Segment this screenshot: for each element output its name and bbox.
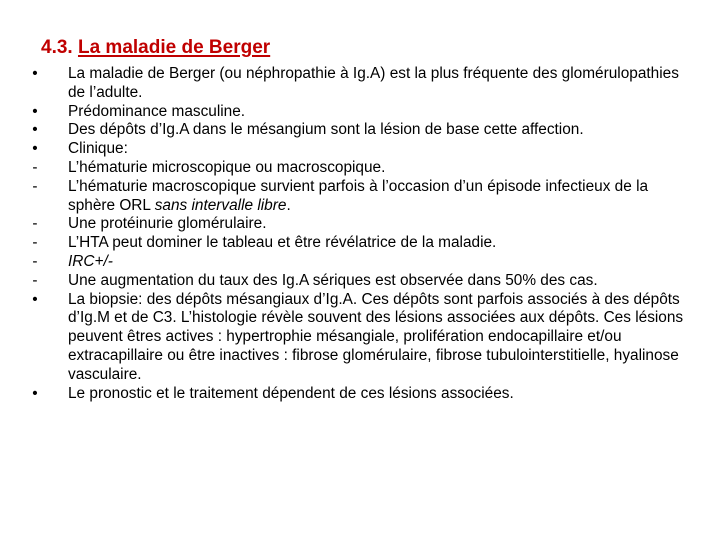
bullet-marker: • bbox=[32, 384, 38, 402]
list-item-text bbox=[68, 234, 698, 253]
list-item bbox=[28, 65, 698, 103]
list-item-main-text: Le pronostic et le traitement dépendent de ces lésions associées. bbox=[68, 384, 514, 402]
list-item bbox=[28, 253, 698, 272]
list-item bbox=[28, 140, 698, 159]
list-item-text bbox=[68, 385, 698, 404]
list-item bbox=[28, 159, 698, 178]
list-item-text bbox=[68, 253, 698, 272]
bullet-marker: • bbox=[32, 140, 38, 158]
dash-marker: - bbox=[32, 252, 38, 270]
list-item bbox=[28, 291, 698, 385]
list-item bbox=[28, 178, 698, 216]
list-item-text bbox=[68, 272, 698, 291]
list-item-text bbox=[68, 103, 698, 122]
list-item-trailing-text: . bbox=[286, 196, 291, 214]
list-item-text bbox=[68, 215, 698, 234]
bullet-marker: • bbox=[32, 121, 38, 139]
list-item-main-text: L’hématurie macroscopique survient parfois à l’occasion d’un épisode infectieux de la sphère ORL bbox=[68, 177, 649, 214]
list-item-text bbox=[68, 65, 698, 103]
list-item-main-text: La maladie de Berger (ou néphropathie à Ig.A) est la plus fréquente des glomérulopathies de l’adulte. bbox=[68, 65, 679, 101]
list-item-text bbox=[68, 178, 698, 216]
list-item-main-text: La biopsie: des dépôts mésangiaux d’Ig.A. Ces dépôts sont parfois associés à des dépôts d’Ig.M et de C3. L’histologie révèle souvent des lésions associées aux dépôts. Ces lésions peuvent êtres actives : hypertrophie mésangiale, prolifération endocapillaire et/ou extracapillaire ou être inactives : fibrose glomérulaire, fibrose tubulointerstitielle, hyalinose vasculaire. bbox=[68, 290, 684, 383]
section-title: La maladie de Berger bbox=[77, 37, 271, 58]
list-item-main-text: Des dépôts d’Ig.A dans le mésangium sont la lésion de base cette affection. bbox=[68, 121, 584, 139]
list-item bbox=[28, 121, 698, 140]
list-item-main-text: Prédominance masculine. bbox=[68, 102, 246, 120]
dash-marker: - bbox=[32, 271, 38, 289]
bullet-list bbox=[28, 65, 698, 403]
slide-title bbox=[41, 36, 270, 60]
list-item bbox=[28, 234, 698, 253]
list-item-text bbox=[68, 291, 698, 385]
list-item-text bbox=[68, 140, 698, 159]
list-item-main-text: Une augmentation du taux des Ig.A sériques est observée dans 50% des cas. bbox=[68, 271, 598, 289]
list-item-main-text: Clinique: bbox=[68, 140, 128, 158]
list-item bbox=[28, 215, 698, 234]
list-item bbox=[28, 385, 698, 404]
list-item-italic-text: IRC+/- bbox=[68, 252, 113, 270]
bullet-marker: • bbox=[32, 102, 38, 120]
dash-marker: - bbox=[32, 177, 38, 195]
list-item bbox=[28, 272, 698, 291]
list-item-main-text: L’HTA peut dominer le tableau et être révélatrice de la maladie. bbox=[68, 234, 497, 252]
bullet-marker: • bbox=[32, 290, 38, 308]
list-item-text bbox=[68, 159, 698, 178]
bullet-marker: • bbox=[32, 65, 38, 82]
list-item bbox=[28, 103, 698, 122]
list-item-italic-text: sans intervalle libre bbox=[154, 196, 287, 214]
list-item-main-text: L’hématurie microscopique ou macroscopique. bbox=[68, 158, 386, 176]
dash-marker: - bbox=[32, 158, 38, 176]
section-number: 4.3. bbox=[41, 37, 73, 58]
dash-marker: - bbox=[32, 215, 38, 233]
list-item-text bbox=[68, 121, 698, 140]
list-item-main-text: Une protéinurie glomérulaire. bbox=[68, 215, 267, 233]
dash-marker: - bbox=[32, 234, 38, 252]
